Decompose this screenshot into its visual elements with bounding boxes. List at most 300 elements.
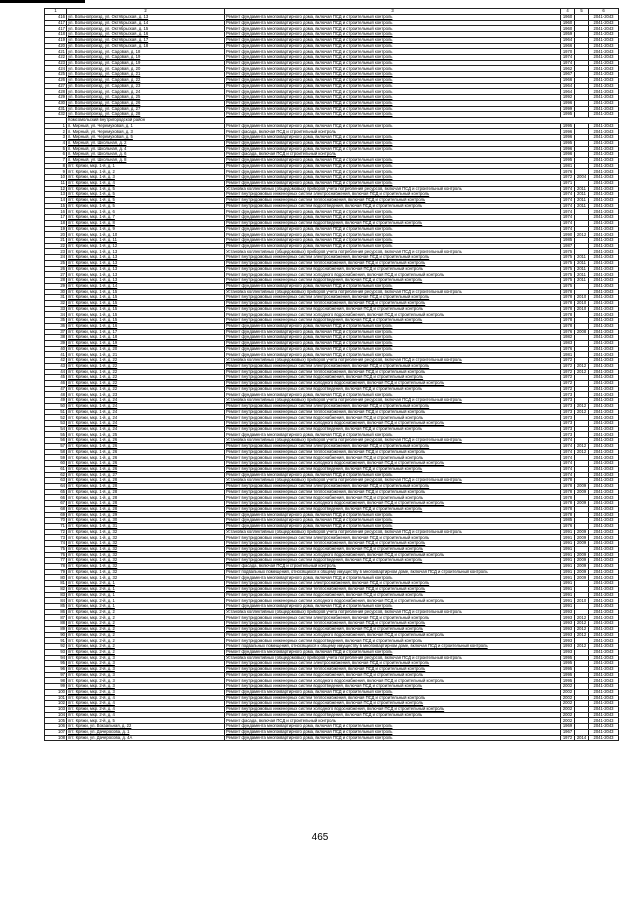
year-built-cell: 1978 <box>561 323 575 329</box>
work-type-cell: Ремонт внутридомовых инженерных систем холодного водоснабжения, включая ПСД и строительный контроль <box>225 632 561 638</box>
address-cell: пгт. Кряжи, мкр. 1-й, д. 19 <box>67 340 225 346</box>
work-type-cell: Ремонт фундамента многоквартирного дома, включая ПСД и строительный контроль <box>225 123 561 129</box>
year-built-cell: 1978 <box>561 318 575 324</box>
year-built-cell: 1974 <box>561 60 575 66</box>
year-built-cell: 1991 <box>561 541 575 547</box>
year-built-cell: 1991 <box>561 552 575 558</box>
address-cell: пгт. Кряжи, мкр. 1-й, д. 28 <box>67 489 225 495</box>
planned-period-cell: 2041-2043 <box>589 438 619 444</box>
year-built-cell: 1991 <box>561 592 575 598</box>
row-number-cell: 13 <box>45 192 67 198</box>
address-cell: пгт. Кряжи, мкр. 1-й, д. 18 <box>67 335 225 341</box>
work-type-cell: Ремонт внутридомовых инженерных систем водоотведения, включая ПСД и строительный контроль <box>225 558 561 564</box>
planned-period-cell: 2041-2043 <box>589 501 619 507</box>
work-type-cell: Ремонт фундамента многоквартирного дома, включая ПСД и строительный контроль <box>225 140 561 146</box>
table-row <box>45 735 619 741</box>
year-built-cell: 1999 <box>561 106 575 112</box>
address-cell: пгт. Кряжи, мкр. 1-й, д. 31 <box>67 523 225 529</box>
row-number-cell: 84 <box>45 598 67 604</box>
year-built-cell: 1981 <box>561 163 575 169</box>
row-number-cell: 43 <box>45 363 67 369</box>
work-type-cell: Ремонт внутридомовых инженерных систем холодного водоснабжения, включая ПСД и строительный контроль <box>225 272 561 278</box>
last-repair-year-cell: 2010 <box>575 306 589 312</box>
work-type-cell: Ремонт фасада, включая ПСД и строительный контроль <box>225 564 561 570</box>
work-type-cell: Ремонт фундамента многоквартирного дома, включая ПСД и строительный контроль <box>225 100 561 106</box>
work-type-cell: Ремонт фундамента многоквартирного дома, включая ПСД и строительный контроль <box>225 518 561 524</box>
year-built-cell: 1978 <box>561 483 575 489</box>
address-cell: ул. Вольнопроезд, ул. Октябрьская, д. 16 <box>67 32 225 38</box>
work-type-cell: Ремонт внутридомовых инженерных систем водоотведения, включая ПСД и строительный контроль <box>225 712 561 718</box>
row-number-cell: 427 <box>45 83 67 89</box>
work-type-cell: Ремонт внутридомовых инженерных систем холодного водоснабжения, включая ПСД и строительный контроль <box>225 678 561 684</box>
row-number-cell: 83 <box>45 592 67 598</box>
address-cell: пгт. Кряжи, мкр. 1-й, д. 32 <box>67 529 225 535</box>
row-number-cell: 56 <box>45 438 67 444</box>
address-cell: п. Мирный, ул. Черемуховая, д. 3 <box>67 129 225 135</box>
row-number-cell: 39 <box>45 340 67 346</box>
work-type-cell: Ремонт внутридомовых инженерных систем электроснабжения, включая ПСД и строительный контроль <box>225 535 561 541</box>
address-cell: пгт. Кряжи, мкр. 1-й, д. 28 <box>67 483 225 489</box>
year-built-cell: 1962 <box>561 66 575 72</box>
planned-period-cell: 2041-2043 <box>589 157 619 163</box>
row-number-cell: 1 <box>45 123 67 129</box>
year-built-cell: 1987 <box>561 243 575 249</box>
year-built-cell: 1971 <box>561 180 575 186</box>
work-type-cell: Ремонт фундамента многоквартирного дома, включая ПСД и строительный контроль <box>225 89 561 95</box>
year-built-cell: 1992 <box>561 95 575 101</box>
work-type-cell: Ремонт внутридомовых инженерных систем теплоснабжения, включая ПСД и строительный контроль <box>225 541 561 547</box>
address-cell: пгт. Кряжи, мкр. 2-й, д. 4 <box>67 695 225 701</box>
planned-period-cell: 2041-2043 <box>589 89 619 95</box>
year-built-cell: 1996 <box>561 146 575 152</box>
planned-period-cell: 2041-2043 <box>589 592 619 598</box>
year-built-cell: 1960 <box>561 26 575 32</box>
year-built-cell: 1993 <box>561 644 575 650</box>
row-number-cell: 77 <box>45 558 67 564</box>
work-type-cell: Ремонт внутридомовых инженерных систем теплоснабжения, включая ПСД и строительный контроль <box>225 489 561 495</box>
planned-period-cell: 2041-2043 <box>589 318 619 324</box>
year-built-cell: 1993 <box>561 649 575 655</box>
work-type-cell: Ремонт внутридомовых инженерных систем холодного водоснабжения, включая ПСД и строительный контроль <box>225 312 561 318</box>
year-built-cell: 1991 <box>561 546 575 552</box>
planned-period-cell: 2041-2043 <box>589 712 619 718</box>
row-number-cell: 46 <box>45 381 67 387</box>
row-number-cell: 90 <box>45 632 67 638</box>
row-number-cell: 426 <box>45 77 67 83</box>
address-cell: пгт. Кряжи, мкр. 1-й, д. 1 <box>67 163 225 169</box>
work-type-cell: Ремонт внутридомовых инженерных систем водоотведения, включая ПСД и строительный контроль <box>225 426 561 432</box>
work-type-cell: Ремонт внутридомовых инженерных систем холодного водоснабжения, включая ПСД и строительный контроль <box>225 706 561 712</box>
year-built-cell: 1978 <box>561 295 575 301</box>
address-cell: ул. Вольнопроезд, ул. Октябрьская, д. 14 <box>67 20 225 26</box>
year-built-cell: 1972 <box>561 375 575 381</box>
row-number-cell: 9 <box>45 169 67 175</box>
planned-period-cell: 2041-2043 <box>589 346 619 352</box>
address-cell: ул. Вольнопроезд, ул. Садовая, д. 28 <box>67 112 225 118</box>
address-cell: пгт. Кряжи, мкр. 2-й, д. 1 <box>67 598 225 604</box>
work-type-cell: Ремонт внутридомовых инженерных систем теплоснабжения, включая ПСД и строительный контроль <box>225 300 561 306</box>
row-number-cell: 101 <box>45 695 67 701</box>
year-built-cell: 1991 <box>561 535 575 541</box>
planned-period-cell: 2041-2043 <box>589 621 619 627</box>
last-repair-year-cell: 2009 <box>575 552 589 558</box>
work-type-cell: Ремонт фундамента многоквартирного дома, включая ПСД и строительный контроль <box>225 32 561 38</box>
row-number-cell: 30 <box>45 289 67 295</box>
row-number-cell: 24 <box>45 255 67 261</box>
address-cell: п. Мирный, ул. Школьная, д. 2 <box>67 140 225 146</box>
year-built-cell: 1995 <box>561 672 575 678</box>
address-cell: пгт. Кряжи, мкр. 1-й, д. 24 <box>67 415 225 421</box>
last-repair-year-cell: 2009 <box>575 535 589 541</box>
planned-period-cell: 2041-2043 <box>589 266 619 272</box>
year-built-cell: 1966 <box>561 77 575 83</box>
address-cell: ул. Вольнопроезд, ул. Садовая, д. 18 <box>67 49 225 55</box>
year-built-cell: 1993 <box>561 638 575 644</box>
address-cell: пгт. Кряжи, мкр. 1-й, д. 28 <box>67 495 225 501</box>
work-type-cell: Ремонт внутридомовых инженерных систем электроснабжения, включая ПСД и строительный контроль <box>225 255 561 261</box>
address-cell: пгт. Кряжи, мкр. 1-й, д. 28 <box>67 478 225 484</box>
last-repair-year-cell: 2011 <box>575 186 589 192</box>
planned-period-cell: 2041-2043 <box>589 735 619 741</box>
planned-period-cell: 2041-2043 <box>589 483 619 489</box>
year-built-cell: 1983 <box>561 340 575 346</box>
row-number-cell: 53 <box>45 421 67 427</box>
address-cell: п. Мирный, ул. Черемуховая, д. 5 <box>67 135 225 141</box>
planned-period-cell: 2041-2043 <box>589 644 619 650</box>
last-repair-year-cell: 2011 <box>575 260 589 266</box>
year-built-cell: 1991 <box>561 529 575 535</box>
address-cell: пгт. Кряжи, мкр. 1-й, д. 11 <box>67 238 225 244</box>
address-cell: ул. Вольнопроезд, ул. Садовая, д. 20 <box>67 66 225 72</box>
row-number-cell: 7 <box>45 157 67 163</box>
year-built-cell: 1967 <box>561 729 575 735</box>
row-number-cell: 34 <box>45 312 67 318</box>
work-type-cell: Ремонт внутридомовых инженерных систем теплоснабжения, включая ПСД и строительный контроль <box>225 621 561 627</box>
planned-period-cell: 2041-2043 <box>589 283 619 289</box>
work-type-cell: Ремонт фундамента многоквартирного дома, включая ПСД и строительный контроль <box>225 72 561 78</box>
planned-period-cell: 2041-2043 <box>589 729 619 735</box>
work-type-cell: Ремонт фундамента многоквартирного дома, включая ПСД и строительный контроль <box>225 724 561 730</box>
row-number-cell: 89 <box>45 626 67 632</box>
work-type-cell: Ремонт фундамента многоквартирного дома, включая ПСД и строительный контроль <box>225 95 561 101</box>
planned-period-cell: 2041-2043 <box>589 66 619 72</box>
planned-period-cell: 2041-2043 <box>589 443 619 449</box>
year-built-cell: 1975 <box>561 266 575 272</box>
address-cell: пгт. Кряжи, мкр. 1-й, д. 5 <box>67 198 225 204</box>
work-type-cell: Ремонт фундамента многоквартирного дома, включая ПСД и строительный контроль <box>225 352 561 358</box>
work-type-cell: Ремонт внутридомовых инженерных систем электроснабжения, включая ПСД и строительный контроль <box>225 615 561 621</box>
address-cell: п. Мирный, ул. Школьная, д. 4 <box>67 146 225 152</box>
work-type-cell: Ремонт фундамента многоквартирного дома, включая ПСД и строительный контроль <box>225 15 561 21</box>
row-number-cell: 17 <box>45 215 67 221</box>
row-number-cell: 51 <box>45 409 67 415</box>
row-number-cell: 88 <box>45 621 67 627</box>
row-number-cell: 35 <box>45 318 67 324</box>
last-repair-year-cell: 2010 <box>575 300 589 306</box>
work-type-cell: Ремонт внутридомовых инженерных систем водоснабжения, включая ПСД и строительный контроль <box>225 266 561 272</box>
planned-period-cell: 2041-2043 <box>589 403 619 409</box>
work-type-cell: Ремонт внутридомовых инженерных систем холодного водоснабжения, включая ПСД и строительный контроль <box>225 381 561 387</box>
row-number-cell: 96 <box>45 666 67 672</box>
last-repair-year-cell: 2011 <box>575 255 589 261</box>
last-repair-year-cell: 2014 <box>575 735 589 741</box>
row-number-cell: 12 <box>45 186 67 192</box>
work-type-cell: Ремонт внутридомовых инженерных систем водоснабжения, включая ПСД и строительный контроль <box>225 701 561 707</box>
row-number-cell: 91 <box>45 638 67 644</box>
work-type-cell: Ремонт внутридомовых инженерных систем теплоснабжения, включая ПСД и строительный контроль <box>225 409 561 415</box>
work-type-cell: Ремонт фундамента многоквартирного дома, включая ПСД и строительный контроль <box>225 112 561 118</box>
work-type-cell: Ремонт внутридомовых инженерных систем водоснабжения, включая ПСД и строительный контроль <box>225 455 561 461</box>
work-type-cell: Ремонт фундамента многоквартирного дома, включая ПСД и строительный контроль <box>225 66 561 72</box>
last-repair-year-cell: 2010 <box>575 295 589 301</box>
year-built-cell: 1996 <box>561 152 575 158</box>
planned-period-cell: 2041-2043 <box>589 678 619 684</box>
row-number-cell: 28 <box>45 278 67 284</box>
year-built-cell: 1960 <box>561 20 575 26</box>
row-number-cell: 425 <box>45 72 67 78</box>
header-cell-2: 2 <box>67 9 225 15</box>
work-type-cell: Ремонт фундамента многоквартирного дома, включая ПСД и строительный контроль <box>225 83 561 89</box>
year-built-cell: 1985 <box>561 518 575 524</box>
row-number-cell: 4 <box>45 140 67 146</box>
year-built-cell: 1973 <box>561 392 575 398</box>
year-built-cell: 1966 <box>561 43 575 49</box>
address-cell: пгт. Кряжи, мкр. 1-й, д. 15 <box>67 300 225 306</box>
work-type-cell: Ремонт фундамента многоквартирного дома, включая ПСД и строительный контроль <box>225 523 561 529</box>
planned-period-cell: 2041-2043 <box>589 695 619 701</box>
planned-period-cell: 2041-2043 <box>589 523 619 529</box>
work-type-cell: Ремонт внутридомовых инженерных систем теплоснабжения, включая ПСД и строительный контроль <box>225 586 561 592</box>
header-cell-5: 5 <box>575 9 589 15</box>
row-number-cell: 10 <box>45 175 67 181</box>
year-built-cell: 1967 <box>561 72 575 78</box>
planned-period-cell: 2041-2043 <box>589 238 619 244</box>
row-number-cell: 59 <box>45 455 67 461</box>
address-cell: пгт. Кряжи, мкр. 1-й, д. 24 <box>67 398 225 404</box>
address-cell: пгт. Кряжи, мкр. 2-й, д. 2 <box>67 626 225 632</box>
address-cell: пгт. Кряжи, мкр. 1-й, д. 15 <box>67 295 225 301</box>
planned-period-cell: 2041-2043 <box>589 60 619 66</box>
planned-period-cell: 2041-2043 <box>589 129 619 135</box>
row-number-cell: 19 <box>45 226 67 232</box>
work-type-cell: Ремонт фундамента многоквартирного дома, включая ПСД и строительный контроль <box>225 604 561 610</box>
planned-period-cell: 2041-2043 <box>589 564 619 570</box>
work-type-cell: Ремонт фундамента многоквартирного дома, включая ПСД и строительный контроль <box>225 209 561 215</box>
work-type-cell: Ремонт фундамента многоквартирного дома, включая ПСД и строительный контроль <box>225 175 561 181</box>
planned-period-cell: 2041-2043 <box>589 272 619 278</box>
year-built-cell: 1960 <box>561 15 575 21</box>
address-cell: пгт. Кряжи, мкр. 1-й, д. 17 <box>67 329 225 335</box>
work-type-cell: Ремонт внутридомовых инженерных систем теплоснабжения, включая ПСД и строительный контроль <box>225 369 561 375</box>
row-number-cell: 64 <box>45 483 67 489</box>
work-type-cell: Ремонт фундамента многоквартирного дома, включая ПСД и строительный контроль <box>225 43 561 49</box>
planned-period-cell: 2041-2043 <box>589 175 619 181</box>
row-number-cell: 41 <box>45 352 67 358</box>
work-type-cell: Ремонт фундамента многоквартирного дома, включая ПСД и строительный контроль <box>225 37 561 43</box>
year-built-cell: 1959 <box>561 32 575 38</box>
row-number-cell: 429 <box>45 95 67 101</box>
work-type-cell: Установка коллективных (общедомовых) приборов учета потребления ресурсов, включая ПСД и строительный контроль <box>225 249 561 255</box>
year-built-cell: 1993 <box>561 626 575 632</box>
planned-period-cell: 2041-2043 <box>589 586 619 592</box>
work-type-cell: Ремонт внутридомовых инженерных систем электроснабжения, включая ПСД и строительный контроль <box>225 192 561 198</box>
address-cell: пгт. Кряжи, мкр. 1-й, д. 24 <box>67 421 225 427</box>
row-number-cell: 26 <box>45 266 67 272</box>
address-cell: пгт. Кряжи, мкр. 1-й, д. 5 <box>67 186 225 192</box>
year-built-cell: 1964 <box>561 37 575 43</box>
row-number-cell: 42 <box>45 358 67 364</box>
work-type-cell: Установка коллективных (общедомовых) приборов учета потребления ресурсов, включая ПСД и строительный контроль <box>225 529 561 535</box>
row-number-cell: 2 <box>45 129 67 135</box>
planned-period-cell: 2041-2043 <box>589 386 619 392</box>
work-type-cell: Установка коллективных (общедомовых) приборов учета потребления ресурсов, включая ПСД и строительный контроль <box>225 438 561 444</box>
planned-period-cell: 2041-2043 <box>589 638 619 644</box>
address-cell: ул. Вольнопроезд, ул. Садовая, д. 24 <box>67 89 225 95</box>
year-built-cell: 1993 <box>561 615 575 621</box>
planned-period-cell: 2041-2043 <box>589 226 619 232</box>
planned-period-cell: 2041-2043 <box>589 718 619 724</box>
work-type-cell: Установка коллективных (общедомовых) приборов учета потребления ресурсов, включая ПСД и строительный контроль <box>225 655 561 661</box>
planned-period-cell: 2041-2043 <box>589 260 619 266</box>
planned-period-cell: 2041-2043 <box>589 672 619 678</box>
row-number-cell: 94 <box>45 655 67 661</box>
planned-period-cell: 2041-2043 <box>589 415 619 421</box>
row-number-cell: 29 <box>45 283 67 289</box>
work-type-cell: Ремонт фасада, включая ПСД и строительный контроль <box>225 129 561 135</box>
address-cell: пгт. Кряжи, мкр. 1-й, д. 26 <box>67 455 225 461</box>
year-built-cell: 1973 <box>561 421 575 427</box>
year-built-cell: 1973 <box>561 426 575 432</box>
address-cell: пгт. Кряжи, мкр. 2-й, д. 2 <box>67 609 225 615</box>
planned-period-cell: 2041-2043 <box>589 706 619 712</box>
address-cell: пгт. Кряжи, мкр. 1-й, д. 28 <box>67 501 225 507</box>
work-type-cell: Ремонт фундамента многоквартирного дома, включая ПСД и строительный контроль <box>225 283 561 289</box>
address-cell: п. Мирный, ул. Школьная, д. 6 <box>67 152 225 158</box>
row-number-cell: 75 <box>45 546 67 552</box>
address-cell: пгт. Кряжи, мкр. 1-й, д. 8 <box>67 220 225 226</box>
planned-period-cell: 2041-2043 <box>589 649 619 655</box>
last-repair-year-cell: 2011 <box>575 272 589 278</box>
work-type-cell: Ремонт внутридомовых инженерных систем водоотведения, включая ПСД и строительный контроль <box>225 386 561 392</box>
last-repair-year-cell: 2009 <box>575 575 589 581</box>
year-built-cell: 1978 <box>561 289 575 295</box>
planned-period-cell: 2041-2043 <box>589 198 619 204</box>
work-type-cell: Ремонт фундамента многоквартирного дома, включая ПСД и строительный контроль <box>225 689 561 695</box>
year-built-cell: 1993 <box>561 632 575 638</box>
year-built-cell: 1996 <box>561 135 575 141</box>
planned-period-cell: 2041-2043 <box>589 140 619 146</box>
last-repair-year-cell: 2010 <box>575 598 589 604</box>
planned-period-cell: 2041-2043 <box>589 106 619 112</box>
address-cell: пгт. Кряжи, мкр. 2-й, д. 1 <box>67 592 225 598</box>
address-cell: пгт. Кряжи, мкр. 1-й, д. 26 <box>67 438 225 444</box>
address-cell: пгт. Кряжи, мкр. 1-й, д. 4 <box>67 180 225 186</box>
last-repair-year-cell: 2011 <box>575 198 589 204</box>
planned-period-cell: 2041-2043 <box>589 512 619 518</box>
year-built-cell: 1973 <box>561 432 575 438</box>
address-cell: пгт. Кряжи, мкр. 2-й, д. 4 <box>67 701 225 707</box>
planned-period-cell: 2041-2043 <box>589 655 619 661</box>
last-repair-year-cell: 2012 <box>575 632 589 638</box>
row-number-cell: 21 <box>45 238 67 244</box>
year-built-cell: 1976 <box>561 346 575 352</box>
work-type-cell: Ремонт внутридомовых инженерных систем водоотведения, включая ПСД и строительный контроль <box>225 638 561 644</box>
row-number-cell: 54 <box>45 426 67 432</box>
row-number-cell: 418 <box>45 32 67 38</box>
year-built-cell: 2002 <box>561 712 575 718</box>
year-built-cell: 1991 <box>561 564 575 570</box>
year-built-cell: 1995 <box>561 157 575 163</box>
year-built-cell: 1978 <box>561 306 575 312</box>
address-cell: п. Мирный, ул. Школьная, д. 8 <box>67 157 225 163</box>
row-number-cell: 66 <box>45 495 67 501</box>
row-number-cell: 105 <box>45 718 67 724</box>
address-cell: пгт. Кряжи, мкр. 1-й, д. 32 <box>67 535 225 541</box>
row-number-cell: 47 <box>45 386 67 392</box>
planned-period-cell: 2041-2043 <box>589 255 619 261</box>
planned-period-cell: 2041-2043 <box>589 352 619 358</box>
work-type-cell: Ремонт фундамента многоквартирного дома, включая ПСД и строительный контроль <box>225 392 561 398</box>
address-cell: пгт. Кряжи, мкр. 1-й, д. 9 <box>67 226 225 232</box>
row-number-cell: 85 <box>45 604 67 610</box>
work-type-cell: Ремонт внутридомовых инженерных систем электроснабжения, включая ПСД и строительный контроль <box>225 661 561 667</box>
work-type-cell: Ремонт внутридомовых инженерных систем водоснабжения, включая ПСД и строительный контроль <box>225 415 561 421</box>
table-body <box>45 9 619 741</box>
address-cell: ул. Вольнопроезд, ул. Садовая, д. 22 <box>67 77 225 83</box>
address-cell: ул. Вольнопроезд, ул. Садовая, д. 26 <box>67 100 225 106</box>
year-built-cell: 2002 <box>561 706 575 712</box>
address-cell: ул. Вольнопроезд, ул. Октябрьская, д. 17 <box>67 37 225 43</box>
year-built-cell: 1978 <box>561 312 575 318</box>
planned-period-cell: 2041-2043 <box>589 340 619 346</box>
row-number-cell: 99 <box>45 684 67 690</box>
planned-period-cell: 2041-2043 <box>589 37 619 43</box>
work-type-cell: Ремонт фундамента многоквартирного дома, включая ПСД и строительный контроль <box>225 649 561 655</box>
address-cell: пгт. Кряжи, мкр. 1-й, д. 15 <box>67 306 225 312</box>
planned-period-cell: 2041-2043 <box>589 661 619 667</box>
work-type-cell: Ремонт внутридомовых инженерных систем водоотведения, включая ПСД и строительный контроль <box>225 203 561 209</box>
row-number-cell: 104 <box>45 712 67 718</box>
address-cell: пгт. Кряжи, ул. Дачеросова, д. 4А <box>67 735 225 741</box>
year-built-cell: 1973 <box>561 409 575 415</box>
work-type-cell: Установка коллективных (общедомовых) приборов учета потребления ресурсов, включая ПСД и строительный контроль <box>225 186 561 192</box>
year-built-cell: 1974 <box>561 186 575 192</box>
work-type-cell: Ремонт фундамента многоквартирного дома, включая ПСД и строительный контроль <box>225 77 561 83</box>
planned-period-cell: 2041-2043 <box>589 449 619 455</box>
row-number-cell: 27 <box>45 272 67 278</box>
address-cell: пгт. Кряжи, мкр. 1-й, д. 32 <box>67 541 225 547</box>
address-cell: пгт. Кряжи, мкр. 1-й, д. 20 <box>67 346 225 352</box>
year-built-cell: 1978 <box>561 478 575 484</box>
row-number-cell: 60 <box>45 461 67 467</box>
row-number-cell: 70 <box>45 518 67 524</box>
row-number-cell: 420 <box>45 43 67 49</box>
row-number-cell: 424 <box>45 66 67 72</box>
last-repair-year-cell: 2009 <box>575 564 589 570</box>
row-number-cell: 32 <box>45 300 67 306</box>
address-cell: пгт. Кряжи, мкр. 2-й, д. 3 <box>67 661 225 667</box>
row-number-cell: 81 <box>45 581 67 587</box>
last-repair-year-cell: 2011 <box>575 192 589 198</box>
row-number-cell: 58 <box>45 449 67 455</box>
year-built-cell: 2002 <box>561 718 575 724</box>
work-type-cell: Ремонт фундамента многоквартирного дома, включая ПСД и строительный контроль <box>225 49 561 55</box>
address-cell: пгт. Кряжи, мкр. 1-й, д. 13 <box>67 278 225 284</box>
last-repair-year-cell: 2012 <box>575 644 589 650</box>
address-cell: пгт. Кряжи, мкр. 2-й, д. 2 <box>67 649 225 655</box>
row-number-cell: 55 <box>45 432 67 438</box>
address-cell: пгт. Кряжи, мкр. 1-й, д. 30 <box>67 518 225 524</box>
